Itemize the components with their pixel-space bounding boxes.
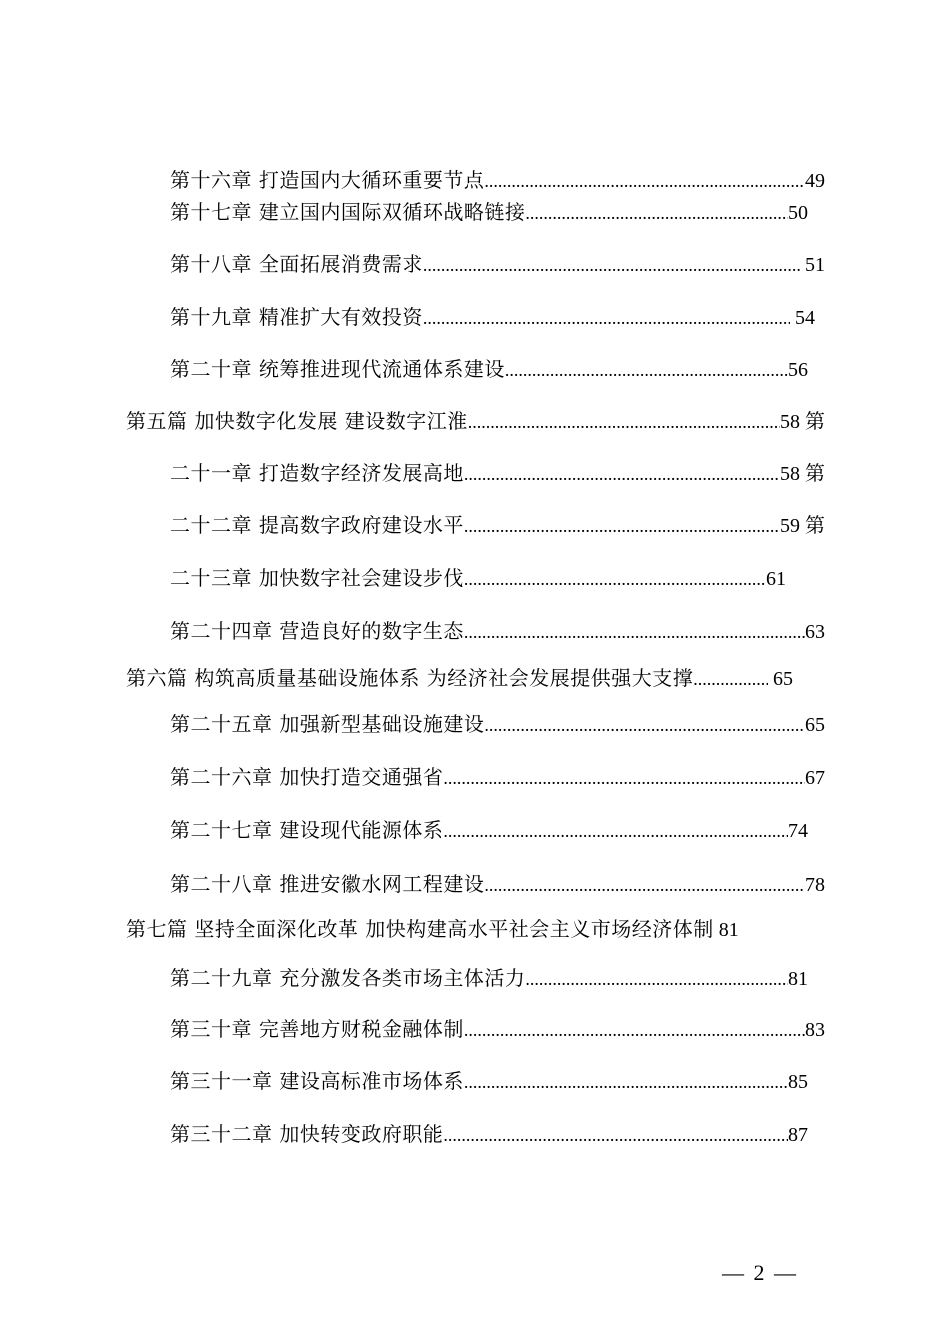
toc-page: 81	[788, 968, 808, 990]
toc-title: 第三十一章 建设高标准市场体系	[170, 1069, 464, 1093]
toc-page: 61	[766, 568, 786, 590]
dot-leader	[484, 870, 805, 900]
toc-entry[interactable]	[170, 249, 825, 279]
toc-page: 51	[800, 254, 825, 276]
toc-entry[interactable]	[170, 1014, 825, 1044]
dot-leader	[484, 166, 805, 196]
toc-entry[interactable]	[170, 458, 825, 488]
toc-title: 第七篇 坚持全面深化改革 加快构建高水平社会主义市场经济体制	[126, 917, 714, 941]
toc-page: 87	[788, 1124, 808, 1146]
toc-part-entry[interactable]	[126, 663, 793, 693]
dot-leader	[464, 1015, 805, 1045]
dot-leader	[464, 564, 766, 594]
toc-page: 58 第	[780, 463, 825, 485]
toc-title: 第二十五章 加强新型基础设施建设	[170, 712, 485, 736]
toc-page: 50	[788, 202, 808, 224]
toc-entry[interactable]	[170, 616, 825, 646]
toc-part-entry[interactable]	[126, 914, 793, 944]
toc-page: 49	[805, 170, 825, 192]
toc-title: 第三十章 完善地方财税金融体制	[170, 1017, 464, 1041]
dot-leader	[423, 303, 790, 333]
toc-page: 56	[788, 359, 808, 381]
toc-title: 第二十七章 建设现代能源体系	[170, 818, 444, 842]
toc-title: 第二十九章 充分激发各类市场主体活力	[170, 966, 526, 990]
toc-entry[interactable]	[170, 354, 808, 384]
toc-entry[interactable]	[170, 197, 808, 227]
toc-entry[interactable]	[170, 1119, 808, 1149]
toc-title: 第十七章 建立国内国际双循环战略链接	[170, 200, 526, 224]
toc-entry[interactable]	[170, 1066, 808, 1096]
toc-page: 81	[713, 919, 739, 941]
toc-page: 78	[805, 874, 825, 896]
toc-title: 二十三章 加快数字社会建设步伐	[170, 566, 464, 590]
toc-title: 第二十八章 推进安徽水网工程建设	[170, 872, 485, 896]
toc-title: 二十一章 打造数字经济发展高地	[170, 461, 464, 485]
toc-title: 第二十章 统筹推进现代流通体系建设	[170, 357, 505, 381]
toc-title: 第十九章 精准扩大有效投资	[170, 305, 423, 329]
toc-entry[interactable]	[170, 963, 808, 993]
dot-leader	[525, 964, 788, 994]
toc-page: 85	[788, 1071, 808, 1093]
page-number: — 2 —	[722, 1260, 798, 1285]
toc-title: 第十六章 打造国内大循环重要节点	[170, 168, 485, 192]
toc-entry[interactable]	[170, 762, 825, 792]
dot-leader	[464, 1067, 788, 1097]
dot-leader	[505, 355, 788, 385]
toc-entry[interactable]	[170, 869, 825, 899]
dot-leader	[443, 1120, 788, 1150]
toc-entry[interactable]	[170, 815, 808, 845]
toc-page: 65	[805, 714, 825, 736]
toc-page: 63	[805, 621, 825, 643]
toc-title: 第二十四章 营造良好的数字生态	[170, 619, 464, 643]
dot-leader	[484, 710, 805, 740]
toc-page: 58 第	[780, 411, 825, 433]
dot-leader	[464, 459, 780, 489]
toc-page: 74	[788, 820, 808, 842]
toc-entry[interactable]	[170, 563, 786, 593]
toc-part-entry[interactable]	[126, 406, 825, 436]
toc-title: 第三十二章 加快转变政府职能	[170, 1122, 444, 1146]
toc-entry[interactable]	[170, 510, 825, 540]
toc-page: 54	[790, 307, 815, 329]
toc-page: 83	[805, 1019, 825, 1041]
dot-leader	[525, 198, 788, 228]
toc-title: 第二十六章 加快打造交通强省	[170, 765, 444, 789]
dot-leader	[464, 511, 780, 541]
dot-leader	[464, 617, 805, 647]
toc-entry[interactable]	[170, 709, 825, 739]
toc-title: 第十八章 全面拓展消费需求	[170, 252, 423, 276]
toc-entry[interactable]	[170, 302, 815, 332]
dot-leader	[468, 407, 780, 437]
toc-page: 65	[768, 668, 793, 690]
toc-page: 67	[805, 767, 825, 789]
toc-page: 59 第	[780, 515, 825, 537]
dot-leader	[443, 816, 788, 846]
toc-title: 第五篇 加快数字化发展 建设数字江淮	[126, 409, 468, 433]
dot-leader	[693, 664, 768, 694]
dot-leader	[423, 250, 800, 280]
toc-title: 二十二章 提高数字政府建设水平	[170, 513, 464, 537]
toc-entry[interactable]	[170, 165, 825, 195]
dot-leader	[443, 763, 805, 793]
toc-title: 第六篇 构筑高质量基础设施体系 为经济社会发展提供强大支撑	[126, 666, 694, 690]
